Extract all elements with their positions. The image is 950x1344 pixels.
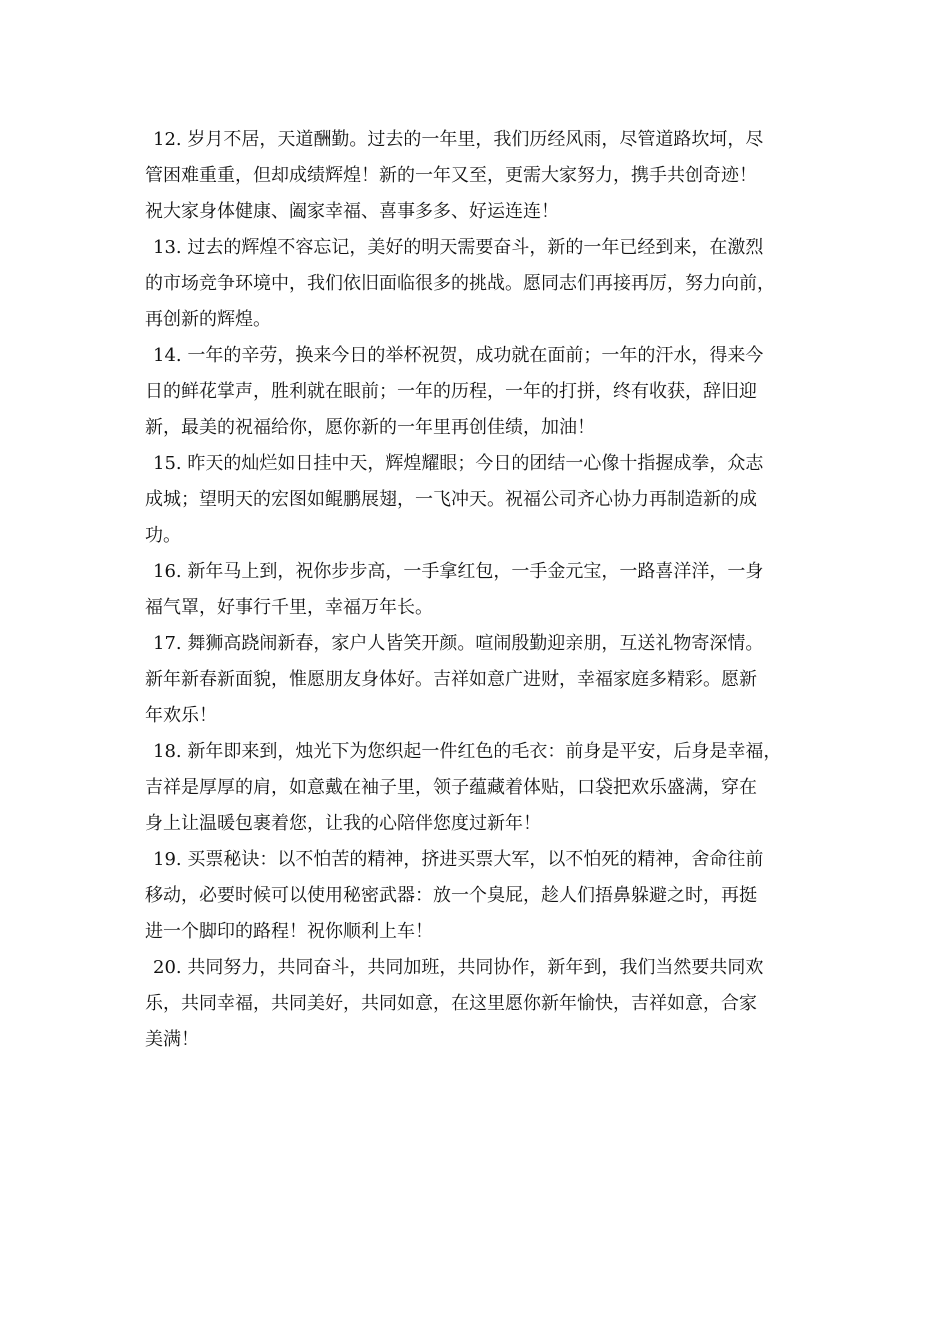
- document-content: [145, 122, 835, 1058]
- paragraph-line: 14. 一年的辛劳，换来今日的举杯祝贺，成功就在面前；一年的汗水，得来今: [153, 345, 764, 366]
- paragraph-line: 日的鲜花掌声，胜利就在眼前；一年的历程，一年的打拼，终有收获，辞旧迎: [145, 381, 757, 402]
- paragraph-19: [145, 842, 835, 950]
- paragraph-14: [145, 338, 835, 446]
- paragraph-line: 美满！: [145, 1029, 199, 1050]
- paragraph-12: [145, 122, 835, 230]
- paragraph-line: 祝大家身体健康、阖家幸福、喜事多多、好运连连！: [145, 201, 559, 222]
- paragraph-line: 新，最美的祝福给你，愿你新的一年里再创佳绩，加油！: [145, 417, 595, 438]
- paragraph-line: 移动，必要时候可以使用秘密武器：放一个臭屁，趁人们捂鼻躲避之时，再挺: [145, 885, 757, 906]
- paragraph-13: [145, 230, 835, 338]
- paragraph-line: 进一个脚印的路程！祝你顺利上车！: [145, 921, 433, 942]
- paragraph-line: 成城；望明天的宏图如鲲鹏展翅，一飞冲天。祝福公司齐心协力再制造新的成: [145, 489, 757, 510]
- paragraph-line: 福气罩，好事行千里，幸福万年长。: [145, 597, 433, 618]
- paragraph-17: [145, 626, 835, 734]
- paragraph-line: 15. 昨天的灿烂如日挂中天，辉煌耀眼；今日的团结一心像十指握成拳，众志: [153, 453, 764, 474]
- paragraph-line: 年欢乐！: [145, 705, 217, 726]
- paragraph-line: 管困难重重，但却成绩辉煌！新的一年又至，更需大家努力，携手共创奇迹！: [145, 165, 757, 186]
- paragraph-16: [145, 554, 835, 626]
- paragraph-line: 16. 新年马上到，祝你步步高，一手拿红包，一手金元宝，一路喜洋洋，一身: [153, 561, 764, 582]
- paragraph-line: 18. 新年即来到，烛光下为您织起一件红色的毛衣：前身是平安，后身是幸福，: [153, 741, 782, 762]
- paragraph-line: 20. 共同努力，共同奋斗，共同加班，共同协作，新年到，我们当然要共同欢: [153, 957, 764, 978]
- paragraph-line: 新年新春新面貌，惟愿朋友身体好。吉祥如意广进财，幸福家庭多精彩。愿新: [145, 669, 757, 690]
- paragraph-line: 身上让温暖包裹着您，让我的心陪伴您度过新年！: [145, 813, 541, 834]
- paragraph-15: [145, 446, 835, 554]
- paragraph-line: 乐，共同幸福，共同美好，共同如意，在这里愿你新年愉快，吉祥如意，合家: [145, 993, 757, 1014]
- paragraph-line: 17. 舞狮高跷闹新春，家户人皆笑开颜。喧闹殷勤迎亲朋，互送礼物寄深情。: [153, 633, 764, 654]
- paragraph-line: 的市场竞争环境中，我们依旧面临很多的挑战。愿同志们再接再厉，努力向前，: [145, 273, 775, 294]
- paragraph-line: 13. 过去的辉煌不容忘记，美好的明天需要奋斗，新的一年已经到来，在激烈: [153, 237, 764, 258]
- paragraph-line: 吉祥是厚厚的肩，如意戴在袖子里，领子蕴藏着体贴，口袋把欢乐盛满，穿在: [145, 777, 757, 798]
- paragraph-20: [145, 950, 835, 1058]
- paragraph-line: 19. 买票秘诀：以不怕苦的精神，挤进买票大军，以不怕死的精神，舍命往前: [153, 849, 764, 870]
- paragraph-line: 再创新的辉煌。: [145, 309, 271, 330]
- paragraph-line: 12. 岁月不居，天道酬勤。过去的一年里，我们历经风雨，尽管道路坎坷，尽: [153, 129, 764, 150]
- paragraph-18: [145, 734, 835, 842]
- paragraph-line: 功。: [145, 525, 181, 546]
